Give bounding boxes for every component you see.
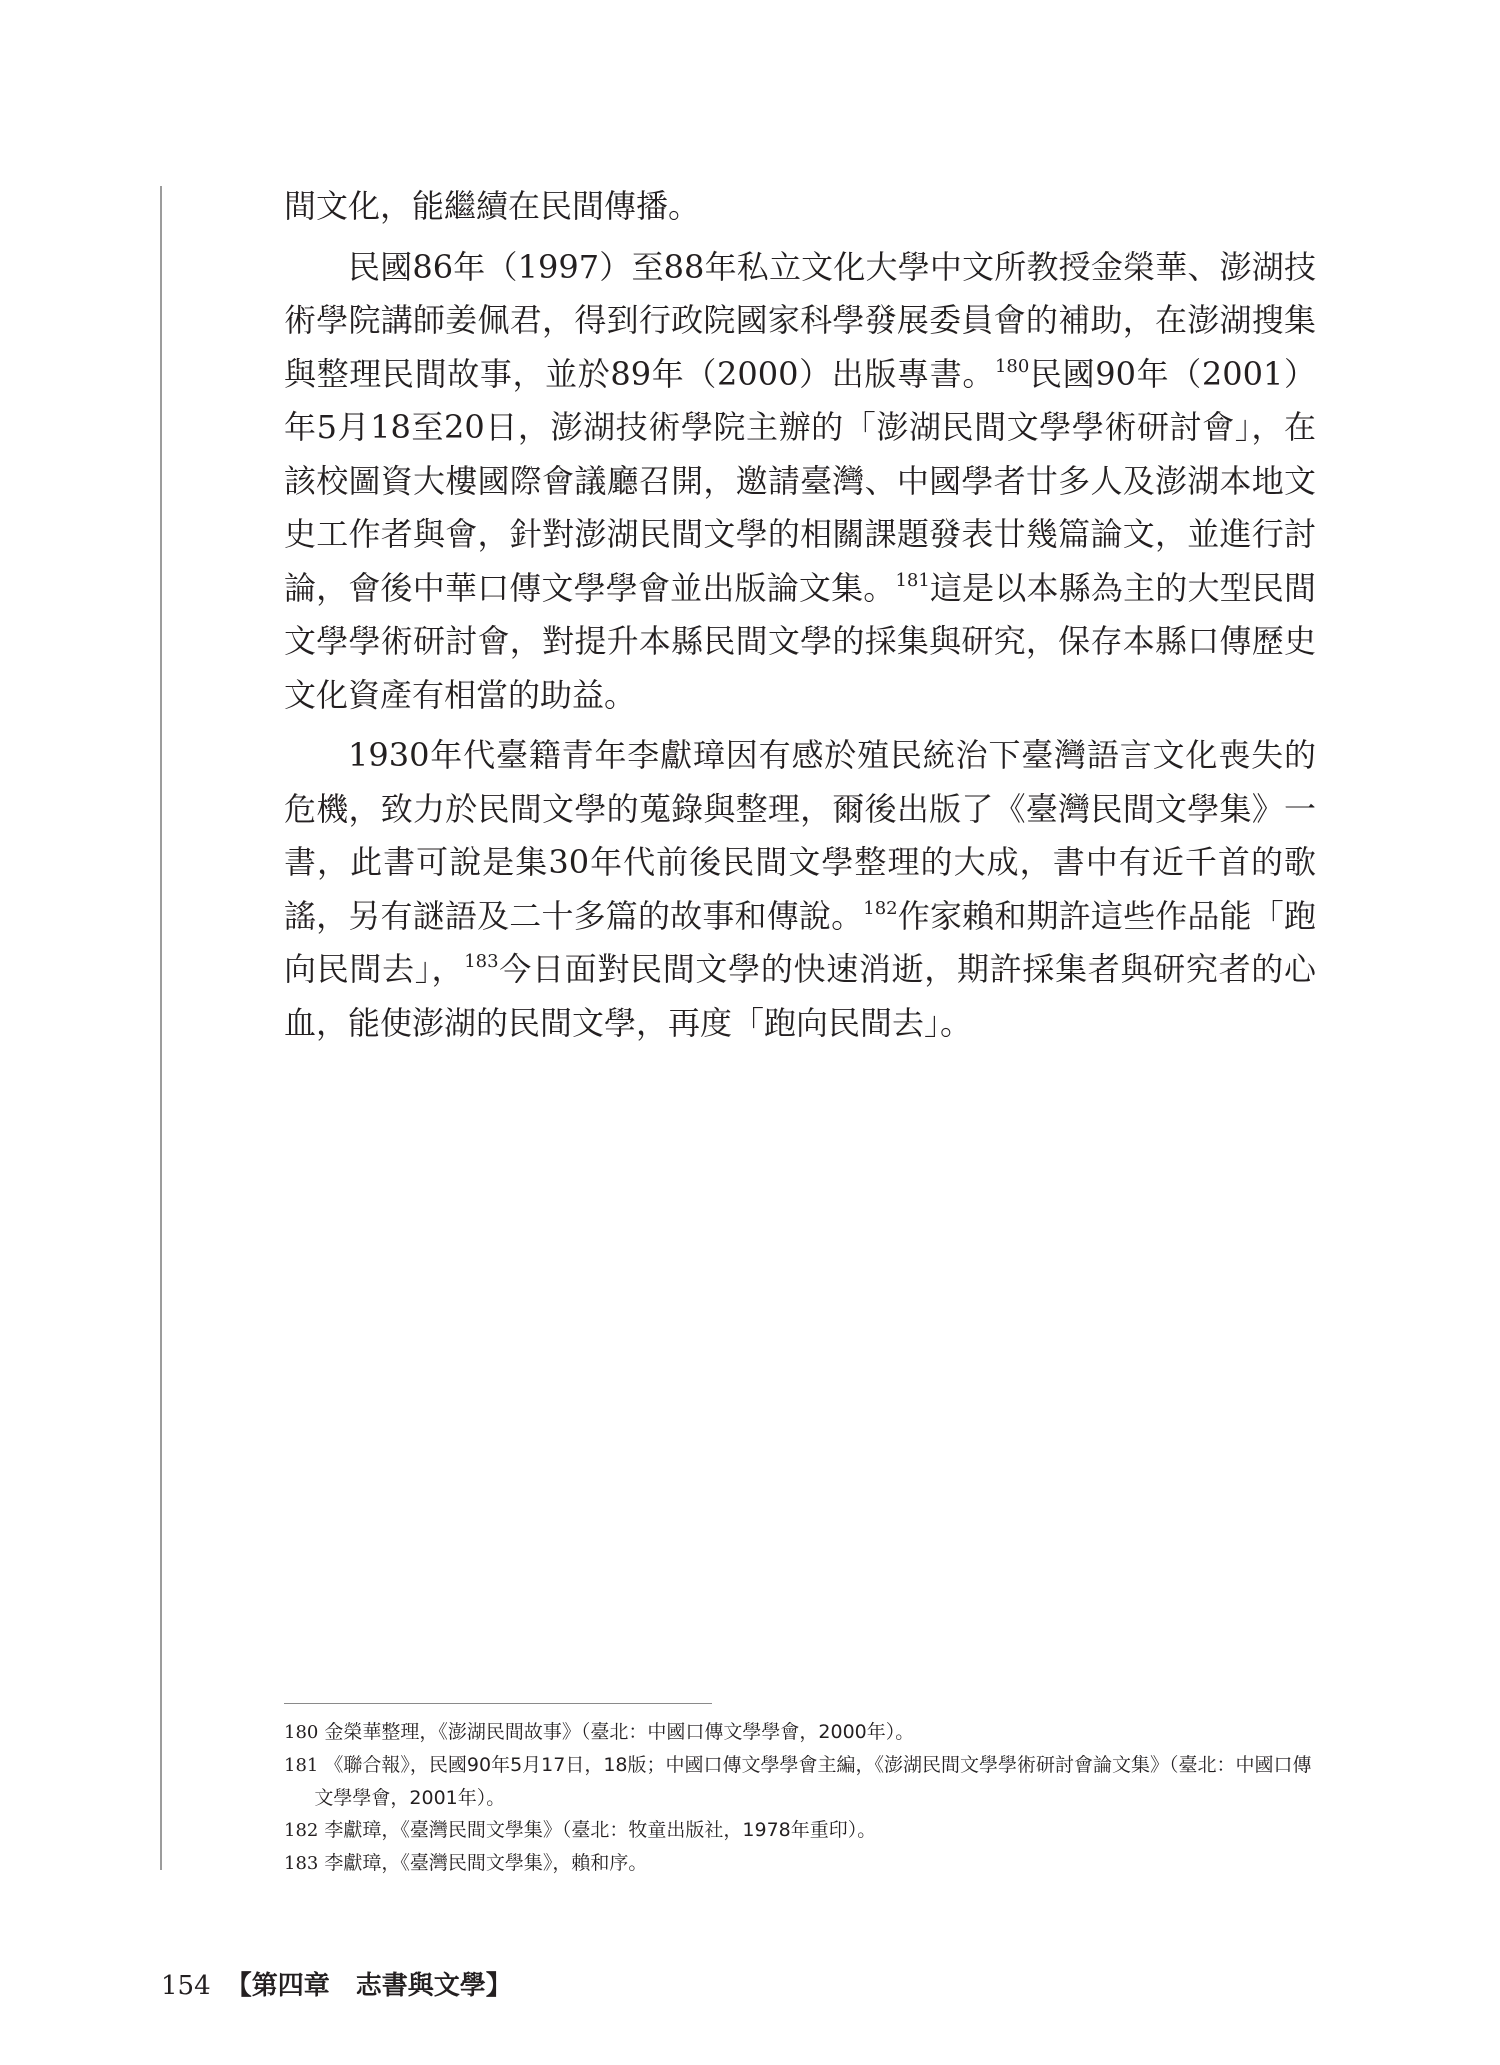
body-paragraph: [284, 729, 1316, 1050]
page-number: 154: [161, 1971, 211, 2001]
footnote-item: [284, 1716, 1316, 1749]
body-text-segment: 民國90年（2001）年5月18至20日，澎湖技術學院主辦的「澎湖民間文學學術研討會」，在該校圖資大樓國際會議廳召開，邀請臺灣、中國學者廿多人及澎湖本地文史工作者與會，針對澎湖民間文學的相關課題發表廿幾篇論文，並進行討論，會後中華口傳文學學會並出版論文集。: [284, 354, 1316, 607]
footnotes: [284, 1716, 1316, 1880]
body-text-segment: 間文化，能繼續在民間傳播。: [284, 187, 701, 225]
body-paragraph: [284, 241, 1316, 723]
footnote-number: 183: [284, 1853, 319, 1874]
footnote-reference: 182: [863, 897, 898, 919]
body-text-segment: 民國86年（1997）至88年私立文化大學中文所教授金榮華、澎湖技術學院講師姜佩君，得到行政院國家科學發展委員會的補助，在澎湖搜集與整理民間故事，並於89年（2000）出版專書。: [284, 247, 1316, 393]
body-text-segment: 這是以本縣為主的大型民間文學學術研討會，對提升本縣民間文學的採集與研究，保存本縣口傳歷史文化資產有相當的助益。: [284, 568, 1316, 714]
footnote-text: 金榮華整理，《澎湖民間故事》（臺北：中國口傳文學學會，2000年）。: [324, 1721, 915, 1743]
footnote-divider: [284, 1703, 712, 1704]
chapter-label: 【第四章 志書與文學】: [225, 1971, 512, 2001]
page-footer: [161, 1965, 512, 2002]
body-text-segment: 1930年代臺籍青年李獻璋因有感於殖民統治下臺灣語言文化喪失的危機，致力於民間文學的蒐錄與整理，爾後出版了《臺灣民間文學集》一書，此書可說是集30年代前後民間文學整理的大成，書中有近千首的歌謠，另有謎語及二十多篇的故事和傳說。: [284, 736, 1316, 935]
footnote-reference: 183: [464, 951, 499, 972]
footnote-item: [284, 1847, 1316, 1880]
footnote-text: 李獻璋，《臺灣民間文學集》，賴和序。: [324, 1852, 648, 1874]
footnote-number: 181: [284, 1755, 319, 1776]
footnote-item: [284, 1749, 1316, 1814]
body-text-segment: 今日面對民間文學的快速消逝，期許採集者與研究者的心血，能使澎湖的民間文學，再度「跑向民間去」。: [284, 950, 1316, 1042]
footnote-number: 180: [284, 1722, 319, 1743]
footnote-reference: 180: [994, 355, 1030, 377]
footnote-reference: 181: [895, 569, 930, 591]
body-paragraph: [284, 180, 1316, 234]
footnote-text: 李獻璋，《臺灣民間文學集》（臺北：牧童出版社，1978年重印）。: [324, 1819, 877, 1841]
footnote-text: 《聯合報》，民國90年5月17日，18版；中國口傳文學學會主編，《澎湖民間文學學術研討會論文集》（臺北：中國口傳文學學會，2001年）。: [314, 1754, 1312, 1809]
footnote-item: [284, 1814, 1316, 1847]
margin-rule: [160, 186, 162, 1870]
body-text-segment: 作家賴和期許這些作品能「跑向民間去」，: [284, 896, 1316, 988]
footnote-number: 182: [284, 1820, 319, 1841]
body-text: [284, 180, 1316, 1050]
